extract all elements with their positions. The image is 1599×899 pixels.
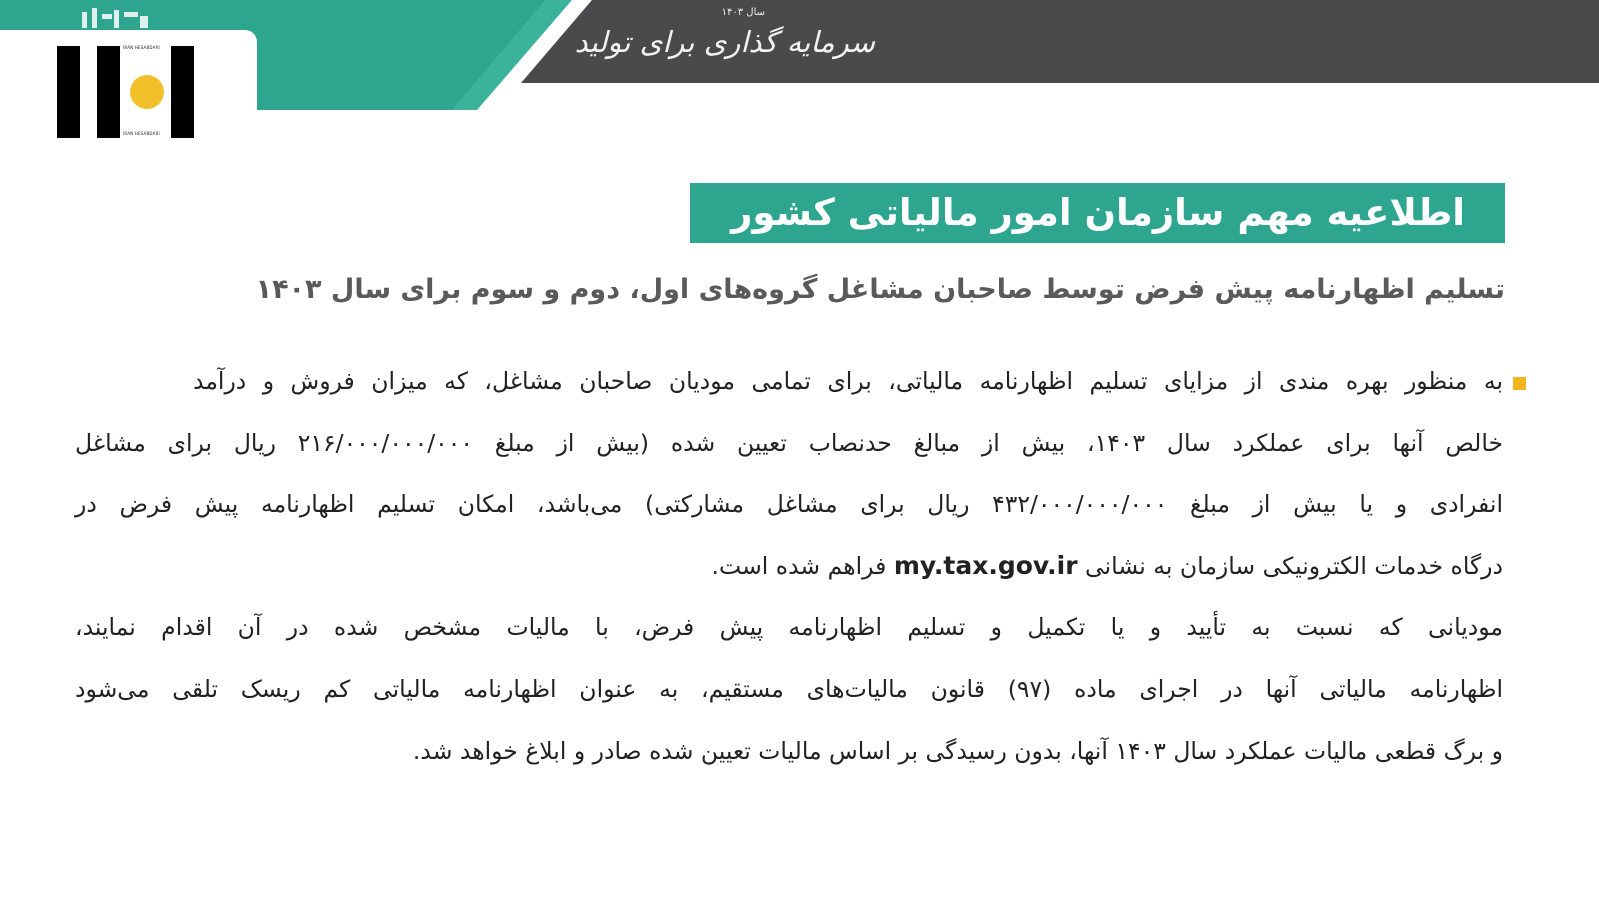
- paragraph1-line4: [616, 540, 1503, 602]
- slogan: [574, 7, 875, 74]
- paragraph1-line4-start: درگاه خدمات الکترونیکی سازمان به نشانی: [1085, 551, 1503, 580]
- slogan-text: سرمایه گذاری برای تولید: [574, 25, 875, 59]
- announcement-title: اطلاعیه مهم سازمان امور مالیاتی کشور: [690, 183, 1505, 243]
- paragraph2-line2: اظهارنامه مالیاتی آنها در اجرای ماده (۹۷) قانون مالیات‌های مستقیم، به عنوان اظهارنامه مالیاتی کم ریسک تلقی می‌شود: [75, 674, 1503, 703]
- paragraph1-line4-end: فراهم شده است.: [711, 551, 887, 580]
- slogan-year: سال ۱۴۰۳: [721, 7, 765, 18]
- paragraph2-line1: مودیانی که نسبت به تأیید و یا تکمیل و تسلیم اظهارنامه پیش فرض، با مالیات مشخص شده در آن اقدام نمایند،: [75, 613, 1503, 642]
- logo-caption-top: IRAN HESABDARI: [123, 45, 160, 50]
- paragraph1-line1: به منظور بهره مندی از مزایای تسلیم اظهارنامه مالیاتی، برای تمامی مودیان صاحبان مشاغل، که میزان فروش و درآمد: [193, 367, 1503, 395]
- iran-hesabdari-logo-icon: [55, 44, 197, 138]
- announcement-body: [75, 355, 1503, 786]
- bullet-square-icon: [1513, 377, 1526, 390]
- website-link[interactable]: my.tax.gov.ir: [893, 550, 1078, 580]
- paragraph1-line2: خالص آنها برای عملکرد سال ۱۴۰۳، بیش از مبالغ حدنصاب تعیین شده (بیش از مبلغ ۲۱۶/۰۰۰/۰۰۰/۰۰۰ ریال برای مشاغل: [75, 428, 1504, 457]
- paragraph2-line3: و برگ قطعی مالیات عملکرد سال ۱۴۰۳ آنها، بدون رسیدگی بر اساس مالیات تعیین شده صادر و ابلاغ خواهد شد.: [412, 736, 1503, 765]
- logo-caption-bottom: IRAN HESABDARI: [123, 131, 160, 136]
- paragraph1-line3: انفرادی و یا بیش از مبلغ ۴۳۲/۰۰۰/۰۰۰/۰۰۰ ریال برای مشاغل مشارکتی) می‌باشد، امکان تسلیم اظهارنامه پیش فرض در: [75, 490, 1504, 519]
- announcement-subtitle: تسلیم اظهارنامه پیش فرض توسط صاحبان مشاغل گروه‌های اول، دوم و سوم برای سال ۱۴۰۳: [255, 274, 1505, 305]
